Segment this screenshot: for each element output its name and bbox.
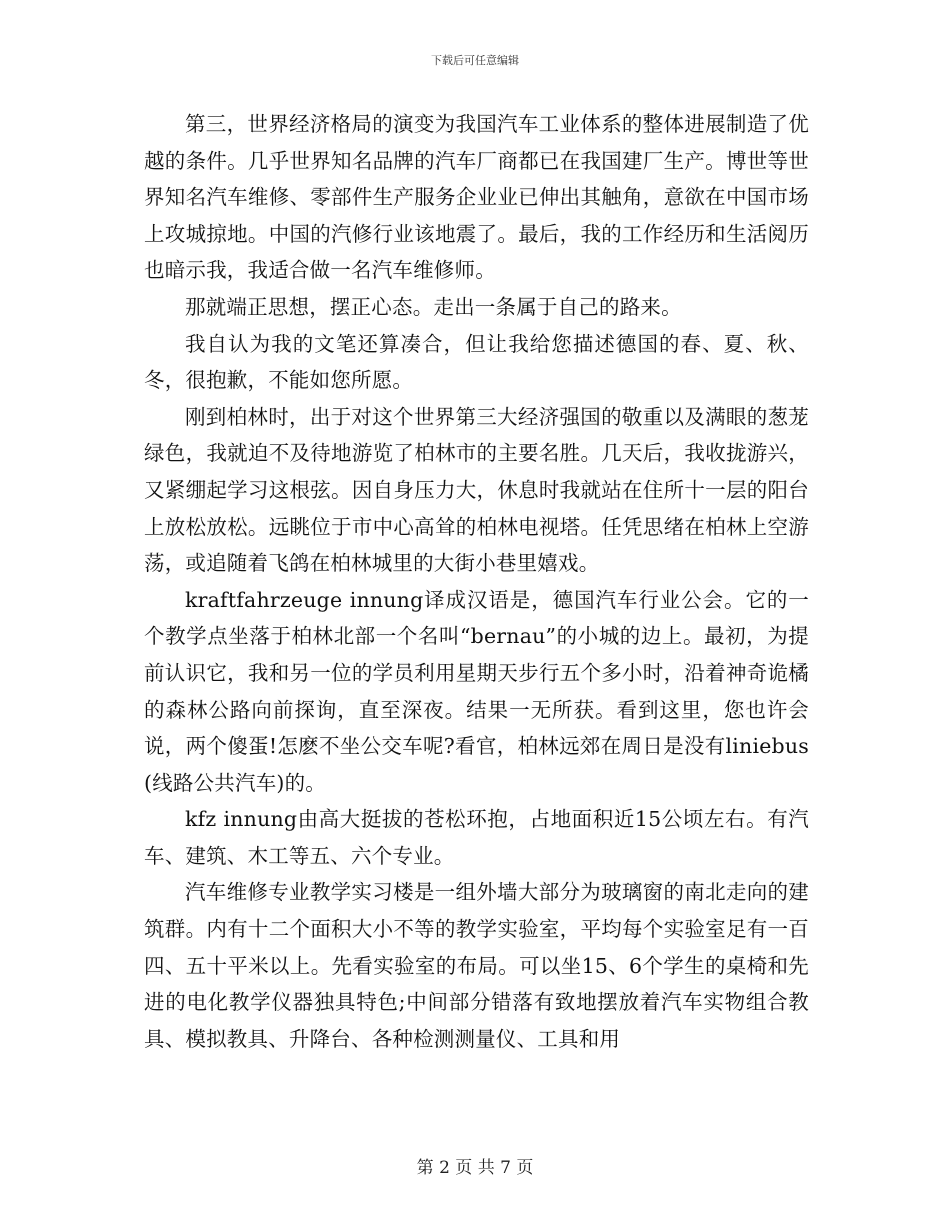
page-header-note: 下载后可任意编辑 [431, 54, 519, 67]
document-body [144, 106, 809, 1057]
paragraph-6: kfz innung由高大挺拔的苍松环抱，占地面积近15公顷左右。有汽车、建筑、木工等五、六个专业。 [144, 807, 809, 868]
paragraph-3: 我自认为我的文笔还算凑合，但让我给您描述德国的春、夏、秋、冬，很抱歉，不能如您所愿。 [144, 331, 809, 393]
paragraph-7: 汽车维修专业教学实习楼是一组外墙大部分为玻璃窗的南北走向的建筑群。内有十二个面积大小不等的教学实验室，平均每个实验室足有一百四、五十平米以上。先看实验室的布局。可以坐15、6个学生的桌椅和先进的电化教学仪器独具特色;中间部分错落有致地摆放着汽车实物组合教具、模拟教具、升降台、各种检测测量仪、工具和用 [144, 880, 809, 1051]
paragraph-2: 那就端正思想，摆正心态。走出一条属于自己的路来。 [185, 294, 682, 319]
paragraph-4: 刚到柏林时，出于对这个世界第三大经济强国的敬重以及满眼的葱茏绿色，我就迫不及待地游览了柏林市的主要名胜。几天后，我收拢游兴，又紧绷起学习这根弦。因自身压力大，休息时我就站在住所十一层的阳台上放松放松。远眺位于市中心高耸的柏林电视塔。任凭思绪在柏林上空游荡，或追随着飞鸽在柏林城里的大街小巷里嬉戏。 [144, 404, 809, 576]
page-number-footer: 第 2 页 共 7 页 [416, 1158, 534, 1178]
paragraph-1: 第三，世界经济格局的演变为我国汽车工业体系的整体进展制造了优越的条件。几乎世界知名品牌的汽车厂商都已在我国建厂生产。博世等世界知名汽车维修、零部件生产服务企业业已伸出其触角，意欲在中国市场上攻城掠地。中国的汽修行业该地震了。最后，我的工作经历和生活阅历也暗示我，我适合做一名汽车维修师。 [144, 112, 809, 283]
paragraph-5: kraftfahrzeuge innung译成汉语是，德国汽车行业公会。它的一个教学点坐落于柏林北部一个名叫“bernau”的小城的边上。最初，为提前认识它，我和另一位的学员利用星期天步行五个多小时，沿着神奇诡橘的森林公路向前探询，直至深夜。结果一无所获。看到这里，您也许会说，两个傻蛋!怎麽不坐公交车呢?看官，柏林远郊在周日是没有liniebus(线路公共汽车)的。 [144, 587, 809, 795]
